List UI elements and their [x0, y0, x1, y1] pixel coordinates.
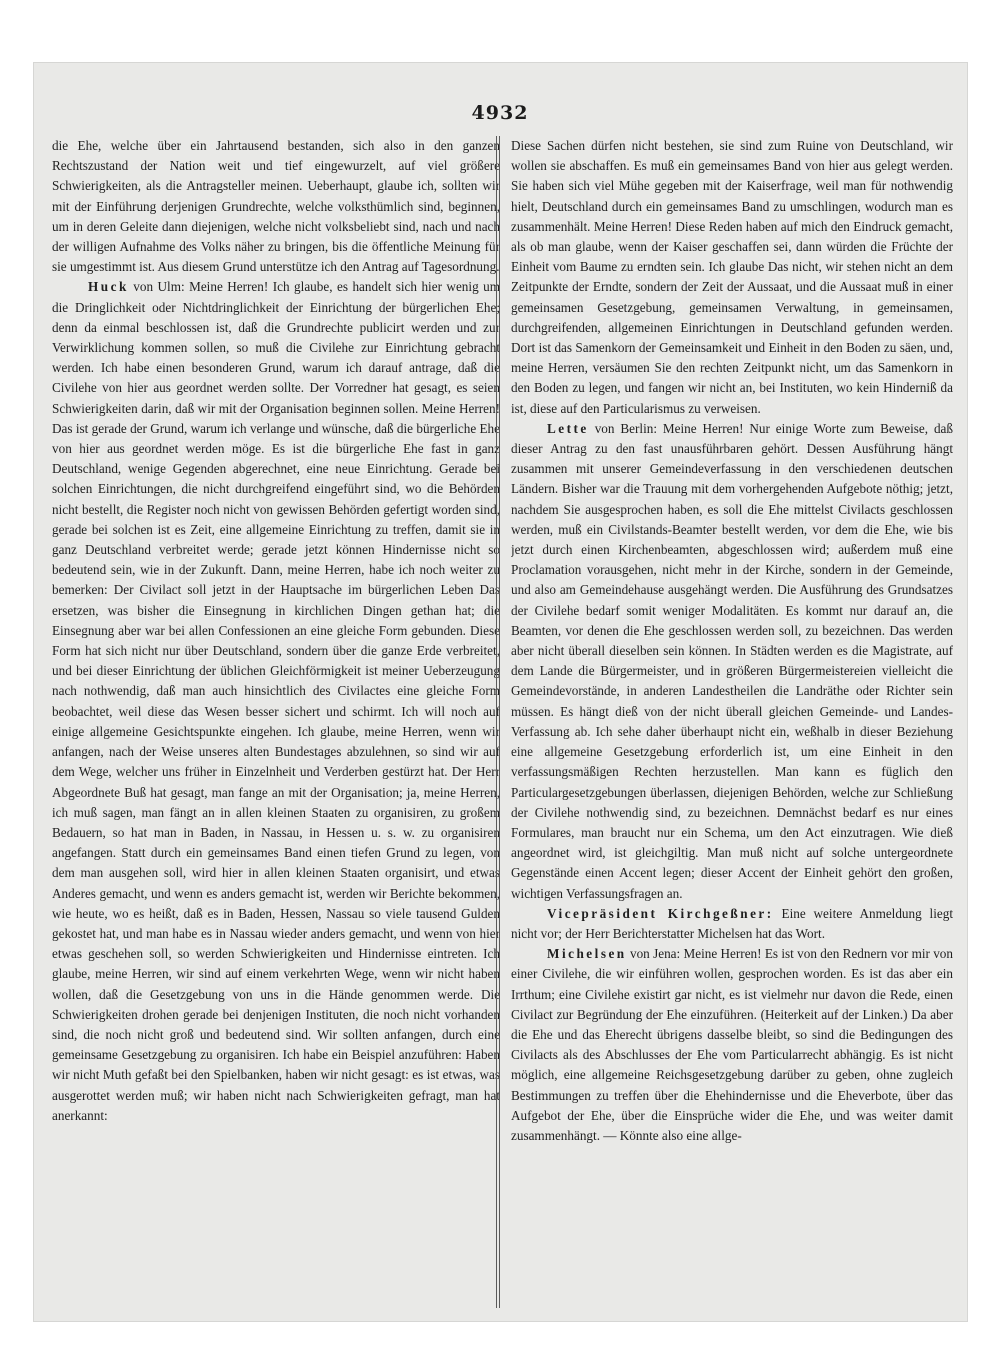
left-paragraph-2	[52, 277, 500, 1126]
left-column	[52, 136, 500, 1316]
page-number: 4932	[471, 102, 529, 124]
paragraph-text: von Ulm: Meine Herren! Ich glaube, es handelt sich hier wenig um die Dringlichkeit oder Nichtdringlichkeit der Einrichtung der bürgerlichen Ehe; denn da einmal beschlossen ist, daß die Grundrechte publicirt werden und zur Verwirklichung kommen sollen, so muß die Civilehe zur Einrichtung gebracht werden. Ich habe einen besonderen Grund, warum ich darauf antrage, daß die Civilehe von hier aus geordnet werden sollte. Der Vorredner hat gesagt, es seien Schwierigkeiten darin, daß wir mit der Organisation beginnen sollen. Meine Herren! Das ist gerade der Grund, warum ich verlange und wünsche, daß die bürgerliche Ehe von hier aus geordnet werden möge. Es ist die bürgerliche Ehe fast in ganz Deutschland, wenige Gegenden abgerechnet, eine neue Einrichtung. Gerade bei solchen Einrichtungen, die nicht durchgreifend eingeführt sind, wo die Behörden nicht bestellt, die Register noch nicht von gewissen Behörden gefertigt worden sind, gerade bei solchen ist es Zeit, eine allgemeine Einrichtung zu treffen, damit sie in ganz Deutschland verbreitet werde; gerade jetzt können Hindernisse nicht so bedeutend sein, wie in der Zukunft. Dann, meine Herren, habe ich noch weiter zu bemerken: Der Civilact soll jetzt in der Hauptsache im bürgerlichen Leben Das ersetzen, was bisher die Einsegnung in kirchlichen Dingen gethan hat; die Einsegnung aber war bei allen Confessionen an eine gleiche Form gebunden. Diese Form hat sich nicht nur über Deutschland, sondern über die ganze Erde verbreitet, und bei dieser Einrichtung der üblichen Gleichförmigkeit ist meiner Ueberzeugung nach nothwendig, daß man auch hinsichtlich des Civilactes eine gleiche Form beobachtet, weil diese das Wesen besser sichert und schirmt. Ich will noch auf einige allgemeine Gesichtspunkte eingehen. Ich glaube, meine Herren, wenn wir anfangen, nach der Weise unseres alten Bundestages abzulehnen, so sind wir auf dem Wege, welcher uns früher in Einzelnheit und Verderben gestürzt hat. Der Herr Abgeordnete Buß hat gesagt, man fange an mit der Organisation; ja, meine Herren, ich muß sagen, man fängt an in allen kleinen Staaten zu organisiren, zu großem Bedauern, so hat man in Baden, in Nassau, in Hessen u. s. w. zu organisiren angefangen. Statt durch ein gemeinsames Band einen tiefen Grund zu legen, von dem man ausgehen soll, wird hier in allen kleinen Staaten organisirt, und etwas Anderes gemacht, und wenn es anders gemacht ist, werden wir Berichte bekommen, wie heute, wo es heißt, daß es in Baden, Hessen, Nassau so viele tausend Gulden gekostet hat, und man habe es in Nassau wieder anders gemacht, und wenn von hier etwas geschehen soll, so werden Schwierigkeiten und Hindernisse eintreten. Ich glaube, meine Herren, wir sind auf einem verkehrten Wege, wenn wir nicht haben wollen, daß die Gesetzgebung von uns in die Hände genommen werde. Die Schwierigkeiten drohen gerade bei denjenigen Instituten, die noch nicht vorhanden sind, die noch nicht groß und bedeutend sind. Wir sollten anfangen, durch eine gemeinsame Gesetzgebung zu organisiren. Ich habe ein Beispiel anzuführen: Haben wir nicht Muth gefaßt bei den Spielbanken, haben wir nicht gesagt: es ist etwas, was ausgerottet werden muß; wir haben nicht nach Schwierigkeiten gefragt, man hat anerkannt:	[52, 279, 500, 1123]
column-divider	[496, 136, 497, 1308]
speaker-name: Huck	[88, 279, 129, 295]
speaker-name: Michelsen	[547, 946, 627, 962]
left-paragraph-1	[52, 136, 500, 277]
right-column	[511, 136, 953, 1316]
right-paragraph-2	[511, 419, 953, 904]
paragraph-text: die Ehe, welche über ein Jahrtausend bestanden, sich also in den ganzen Rechtszustand der Nation weit und tief eingewurzelt, auf viel größere Schwierigkeiten, als die Antragsteller meinen. Ueberhaupt, glaube ich, sollten wir mit der Einführung derjenigen Grundrechte, welche volksthümlich sind, beginnen, um in deren Geleite dann diejenigen, welche nicht volksbeliebt sind, nach und nach der willigen Aufnahme des Volks näher zu bringen, bis die öffentliche Meinung für sie umgestimmt ist. Aus diesem Grund unterstütze ich den Antrag auf Tagesordnung.	[52, 138, 500, 275]
paragraph-text: von Jena: Meine Herren! Es ist von den Rednern vor mir von einer Civilehe, die wir einführen wollen, gesprochen worden. Es ist das aber ein Irrthum; eine Civilehe existirt gar nicht, es ist vielmehr nur davon die Rede, einen Civilact zur Begründung der Ehe einzuführen. (Heiterkeit auf der Linken.) Da aber die Ehe und das Eherecht übrigens dasselbe bleibt, so sind die Bedingungen des Civilacts als des Abschlusses der Ehe vom Particularrecht abhängig. Es ist nicht möglich, eine allgemeine Reichsgesetzgebung darüber zu geben, ohne zugleich Bestimmungen zu treffen über die Ehehindernisse und die Eheverbote, über das Aufgebot der Ehe, über die Einsprüche wider die Ehe, und was weiter damit zusammenhängt. — Könnte also eine allge-	[511, 946, 953, 1143]
paragraph-text: von Berlin: Meine Herren! Nur einige Worte zum Beweise, daß dieser Antrag zu den fast unausführbaren gehört. Dessen Ausführung hängt zusammen mit unserer Gemeindeverfassung in den verschiedenen deutschen Ländern. Bisher war die Trauung mit dem vorhergehenden Aufgebote nöthig; jetzt, nachdem Sie ausgesprochen haben, es soll die Ehe mittelst Civilacts geschlossen werden, muß ein Civilstands-Beamter bestellt werden, vor dem die Ehe, wie bis jetzt durch einen Kirchenbeamten, abgeschlossen wird; außerdem muß eine Proclamation vorausgehen, nicht mehr in der Kirche, sondern in der Gemeinde, und also am Gemeindehause ausgehängt werden. Die Ausführung des Grundsatzes der Civilehe bedarf somit weniger Modalitäten. Es kommt nur darauf an, die Beamten, vor denen die Ehe geschlossen werden soll, zu bezeichnen. Das werden aber nicht überall dieselben sein können. In Städten werden es die Magistrate, auf dem Lande die Bürgermeister, und in größeren Bürgermeistereien vielleicht die Gemeindevorstände, in anderen Landestheilen die Landräthe oder Richter sein müssen. Es hängt dieß von der nicht überall gleichen Gemeinde- und Landes-Verfassung ab. Ich sehe daher überhaupt nicht ein, weßhalb in dieser Beziehung eine allgemeine Gesetzgebung erforderlich ist, um eine Einheit in den verfassungsmäßigen Rechten herzustellen. Man kann es füglich den Particulargesetzgebungen überlassen, diejenigen Behörden, welche zur Schließung der Civilehe nothwendig sind, zu bezeichnen. Demnächst bedarf es nur eines Formulares, man braucht nur ein Schema, um den Act einzutragen. Wie dieß angeordnet wird, ist gleichgiltig. Man muß nicht auf solche untergeordnete Gegenstände einen Accent legen; dieser Accent der Einheit gehört den großen, wichtigen Verfassungsfragen an.	[511, 420, 953, 901]
speaker-name: Vicepräsident Kirchgeßner:	[547, 905, 774, 921]
speaker-name: Lette	[547, 420, 589, 436]
paragraph-text: Diese Sachen dürfen nicht bestehen, sie sind zum Ruine von Deutschland, wir wollen sie abschaffen. Es muß ein gemeinsames Band von hier aus gelegt werden. Sie haben sich viel Mühe gegeben mit der Kaiserfrage, weil man für nothwendig hielt, Deutschland durch ein gemeinsames Band zu umschlingen, wodurch man es zusammenhält. Meine Herren! Diese Reden haben auf mich den Eindruck gemacht, als ob man glaube, wenn der Kaiser geschaffen sei, dann würden die Früchte der Einheit vom Baume zu erndten sein. Ich glaube Das nicht, wir stehen nicht an dem Zeitpunkte der Erndte, sondern der Zeit der Aussaat, und die Aussaat muß in einer gemeinsamen Gesetzgebung, gemeinsamen Verwaltung, in gemeinsamen, durchgreifenden, allgemeinen Einrichtungen in Deutschland gefunden werden. Dort ist das Samenkorn der Gemeinsamkeit und Einheit in den Boden zu säen, und, meine Herren, versäumen Sie den rechten Zeitpunkt nicht, um das Samenkorn in den Boden zu legen, und fangen wir nicht an, bei Instituten, wo kein Hinderniß da ist, diese auf den Particularismus zu verweisen.	[511, 138, 953, 416]
right-paragraph-4	[511, 944, 953, 1146]
paragraph-text: Eine weitere Anmeldung liegt nicht vor; der Herr Berichterstatter Michelsen hat das Wort.	[511, 905, 953, 941]
right-paragraph-1	[511, 136, 953, 419]
right-paragraph-3	[511, 904, 953, 944]
